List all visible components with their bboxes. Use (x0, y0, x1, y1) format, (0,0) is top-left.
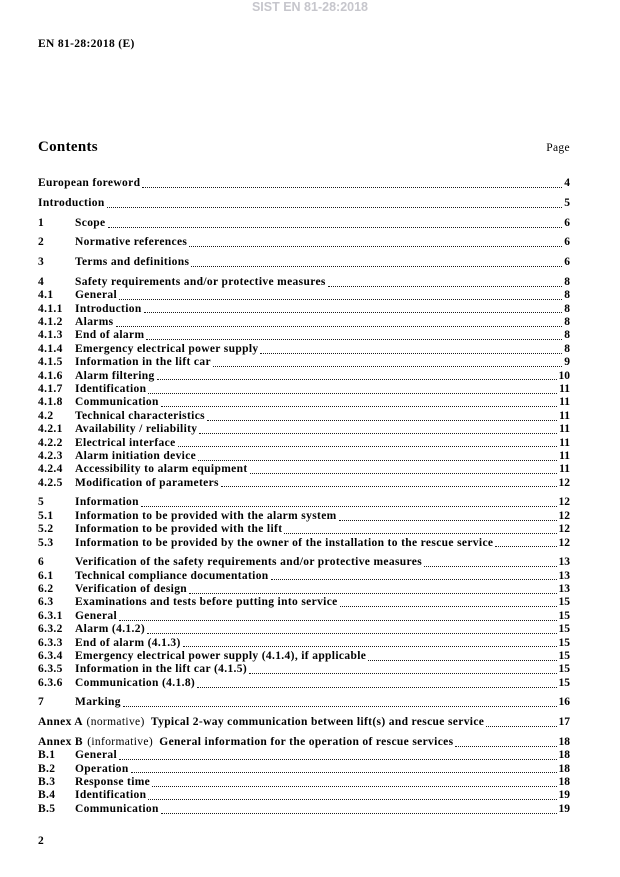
toc-leader-dots (455, 746, 556, 747)
toc-entry-number: 4.2 (38, 409, 54, 422)
toc-entry-page: 15 (558, 609, 570, 622)
toc-entry-number: 6.3 (38, 596, 54, 609)
toc-entry-page: 18 (558, 762, 570, 775)
toc-entry-number: 6.3.5 (38, 663, 63, 676)
toc-entry-page: 10 (558, 369, 570, 382)
contents-heading: Contents (38, 139, 98, 155)
toc-entry-title-group (75, 256, 189, 269)
toc-annex-type: (normative) (86, 716, 145, 729)
toc-entry-page: 9 (564, 356, 570, 369)
toc-entry-title-group (75, 763, 129, 776)
toc-entry-page: 15 (558, 596, 570, 609)
toc-entry-title-group (75, 396, 159, 409)
toc-entry-title: General (75, 749, 118, 762)
toc-entry-number: 3 (38, 256, 45, 269)
toc-entry-title-group (75, 803, 159, 816)
toc-entry-title: Information to be provided with the lift (75, 523, 283, 536)
toc-entry-title: Emergency electrical power supply (75, 342, 259, 355)
toc-entry-title: Alarm filtering (75, 369, 155, 382)
toc-leader-dots (424, 566, 556, 567)
toc-entry-title-group (75, 383, 146, 396)
toc-entry-title: Electrical interface (75, 436, 176, 449)
toc-leader-dots (495, 546, 556, 547)
toc-leader-dots (339, 520, 557, 521)
toc-entry-number: 6.2 (38, 583, 54, 595)
toc-entry-page: 19 (558, 789, 570, 802)
toc-entry-title-group (75, 583, 187, 596)
toc-entry-title: Emergency electrical power supply (4.1.4), if applicable (75, 649, 367, 662)
toc-entry-title-group (75, 496, 139, 509)
toc-entry-4-2 (38, 410, 570, 423)
toc-section (38, 236, 570, 249)
toc-entry-number: 6.3.2 (38, 623, 63, 636)
toc-entry-title: Verification of the safety requirements and/or protective measures (75, 556, 423, 569)
toc-entry-6-1 (38, 570, 570, 583)
toc-leader-dots (144, 312, 563, 313)
toc-entry-page: 8 (564, 275, 570, 288)
toc-entry-number: 7 (38, 696, 45, 709)
toc-leader-dots (249, 673, 556, 674)
document-id-header: EN 81-28:2018 (E) (38, 38, 135, 50)
toc-entry-title: Information in the lift car (4.1.5) (75, 663, 248, 676)
toc-entry-page: 8 (564, 289, 570, 302)
toc-entry-number: 4 (38, 275, 45, 288)
toc-entry-5 (38, 496, 570, 509)
toc-entry-4 (38, 276, 570, 289)
toc-leader-dots (328, 286, 562, 287)
toc-entry-number: 4.2.2 (38, 436, 63, 449)
toc-entry-title-group (75, 749, 117, 762)
toc-entry-b-1 (38, 749, 570, 762)
toc-entry-title-group (75, 316, 114, 329)
toc-entry-page: 11 (559, 423, 570, 436)
toc-entry-4-1-8 (38, 396, 570, 409)
toc-entry-title: Terms and definitions (75, 256, 190, 269)
toc-entry-number: 4.1.3 (38, 329, 63, 342)
toc-entry-page: 8 (564, 329, 570, 342)
toc-leader-dots (284, 533, 556, 534)
toc-leader-dots (221, 486, 557, 487)
toc-entry-title: Marking (75, 696, 121, 709)
toc-entry-title: Technical compliance documentation (75, 569, 269, 582)
toc-entry-title: Information to be provided by the owner of the installation to the rescue service (75, 536, 494, 549)
toc-entry-number: 6.3.3 (38, 636, 63, 649)
toc-entry-number: 4.1.5 (38, 356, 63, 369)
toc-entry-number: 6.3.6 (38, 676, 63, 689)
toc-entry-title-group (75, 776, 150, 789)
toc-leader-dots (260, 353, 562, 354)
toc-entry-title-group (75, 463, 248, 476)
toc-section (38, 556, 570, 690)
toc-leader-dots (146, 339, 562, 340)
toc-entry-title-group (75, 556, 422, 569)
toc-entry-title-group (75, 303, 142, 316)
toc-leader-dots (161, 406, 557, 407)
toc-section (38, 696, 570, 709)
toc-entry-3 (38, 256, 570, 269)
toc-entry-6-3-3 (38, 637, 570, 650)
toc-leader-dots (123, 706, 557, 707)
toc-entry-title-group (75, 450, 196, 463)
toc-entry-title-group (38, 716, 484, 729)
toc-leader-dots (178, 446, 558, 447)
toc-entry-page: 19 (558, 802, 570, 815)
toc-entry-page: 11 (559, 449, 570, 462)
toc-leader-dots (108, 227, 563, 228)
toc-entry-title: Availability / reliability (75, 423, 198, 436)
toc-annex-label: Annex B (38, 735, 83, 748)
toc-entry-title: End of alarm (75, 329, 145, 342)
toc-entry-annex-b (38, 736, 570, 749)
toc-entry-title-group (75, 477, 219, 490)
toc-entry-title-group (75, 677, 195, 690)
toc-entry-number: B.5 (38, 802, 56, 815)
toc-leader-dots (199, 433, 557, 434)
toc-entry-title: Examinations and tests before putting into service (75, 596, 338, 609)
toc-entry-number: 4.1.1 (38, 302, 63, 315)
page-column-label: Page (546, 142, 570, 154)
toc-entry-title: General information for the operation of rescue services (159, 735, 454, 748)
toc-entry-title-group (75, 289, 117, 302)
toc-entry-number: B.3 (38, 775, 56, 788)
toc-entry-title: Communication (75, 396, 159, 409)
toc-entry-number: B.2 (38, 762, 56, 775)
toc-entry-number: 6.3.1 (38, 609, 63, 622)
toc-entry-title-group (75, 437, 176, 450)
toc-entry-page: 15 (558, 649, 570, 662)
toc-section (38, 256, 570, 269)
toc-entry-4-1-5 (38, 356, 570, 369)
toc-entry-title-group (75, 410, 205, 423)
toc-entry-6-3-2 (38, 623, 570, 636)
toc-entry-page: 12 (558, 496, 570, 509)
toc-entry-number: 4.2.4 (38, 463, 63, 476)
toc-entry-page: 6 (564, 216, 570, 229)
toc-entry-4-2-2 (38, 437, 570, 450)
toc-entry-european-foreword (38, 177, 570, 190)
toc-annex-type: (informative) (87, 735, 154, 748)
toc-entry-4-1-4 (38, 343, 570, 356)
toc-entry-4-1 (38, 289, 570, 302)
toc-leader-dots (213, 366, 562, 367)
toc-leader-dots (148, 799, 556, 800)
toc-entry-page: 15 (558, 663, 570, 676)
toc-entry-number: 4.1.7 (38, 382, 63, 395)
toc-entry-page: 6 (564, 236, 570, 249)
toc-entry-number: 4.2.3 (38, 449, 63, 462)
toc-section (38, 496, 570, 550)
toc-entry-6-3-5 (38, 663, 570, 676)
toc-leader-dots (152, 786, 556, 787)
toc-entry-number: 5 (38, 496, 45, 509)
toc-entry-title-group (75, 510, 337, 523)
toc-section (38, 177, 570, 190)
toc-annex-label: Annex A (38, 716, 83, 729)
toc-entry-4-1-2 (38, 316, 570, 329)
toc-entry-title-group (75, 596, 338, 609)
toc-entry-b-2 (38, 763, 570, 776)
toc-entry-title: Operation (75, 762, 129, 775)
toc-entry-page: 13 (558, 569, 570, 582)
toc-leader-dots (157, 379, 557, 380)
toc-entry-page: 18 (558, 749, 570, 762)
toc-section (38, 197, 570, 210)
toc-leader-dots (197, 687, 556, 688)
toc-leader-dots (183, 646, 557, 647)
toc-entry-5-2 (38, 523, 570, 536)
toc-entry-page: 11 (559, 382, 570, 395)
toc-entry-title: Information to be provided with the alarm system (75, 509, 337, 522)
toc-entry-title-group (75, 650, 366, 663)
toc-entry-number: 4.2.1 (38, 423, 63, 436)
toc-entry-6 (38, 556, 570, 569)
toc-entry-page: 16 (558, 696, 570, 709)
toc-entry-page: 17 (558, 716, 570, 729)
toc-entry-4-1-1 (38, 303, 570, 316)
toc-entry-title: Typical 2-way communication between lift(s) and rescue service (150, 716, 485, 729)
toc-entry-number: 4.1.8 (38, 396, 63, 409)
toc-entry-number: 2 (38, 236, 45, 249)
toc-entry-title-group (75, 663, 247, 676)
toc-leader-dots (207, 420, 557, 421)
toc-entry-4-1-3 (38, 329, 570, 342)
toc-entry-page: 15 (558, 623, 570, 636)
toc-entry-page: 11 (559, 396, 570, 409)
toc-entry-number: B.1 (38, 749, 56, 762)
toc-entry-page: 15 (558, 636, 570, 649)
toc-entry-title: Normative references (75, 236, 188, 249)
toc-leader-dots (141, 506, 557, 507)
toc-entry-title: Scope (75, 216, 106, 229)
toc-leader-dots (486, 726, 556, 727)
toc-entry-title-group (75, 637, 181, 650)
toc-entry-number: 5.2 (38, 523, 54, 536)
toc-entry-title: General (75, 289, 118, 302)
toc-leader-dots (340, 606, 557, 607)
toc-entry-number: 1 (38, 216, 45, 229)
toc-entry-page: 13 (558, 556, 570, 569)
toc-leader-dots (189, 246, 562, 247)
toc-entry-6-2 (38, 583, 570, 596)
toc-entry-title: Alarms (75, 315, 114, 328)
toc-entry-page: 12 (558, 509, 570, 522)
table-of-contents (38, 177, 570, 816)
toc-leader-dots (148, 393, 557, 394)
toc-entry-title: Technical characteristics (75, 409, 206, 422)
toc-entry-title-group (75, 236, 187, 249)
toc-entry-title-group (75, 789, 146, 802)
toc-section (38, 716, 570, 729)
toc-entry-title: Information in the lift car (75, 356, 211, 369)
toc-entry-page: 8 (564, 342, 570, 355)
toc-entry-page: 12 (558, 476, 570, 489)
toc-entry-title-group (75, 570, 269, 583)
toc-entry-title: Modification of parameters (75, 476, 219, 489)
toc-entry-title: European foreword (38, 177, 141, 190)
toc-entry-number: 6.3.4 (38, 649, 63, 662)
toc-entry-title-group (38, 197, 105, 210)
toc-entry-title: Accessibility to alarm equipment (75, 463, 248, 476)
toc-entry-title: Introduction (75, 302, 142, 315)
toc-entry-number: 4.1.6 (38, 369, 63, 382)
toc-entry-title-group (75, 276, 326, 289)
toc-leader-dots (161, 813, 557, 814)
toc-entry-page: 4 (564, 177, 570, 190)
toc-entry-title-group (38, 736, 453, 749)
toc-section (38, 217, 570, 230)
toc-entry-number: 5.1 (38, 509, 54, 522)
toc-leader-dots (119, 759, 556, 760)
toc-entry-number: 4.2.5 (38, 476, 63, 489)
toc-entry-page: 13 (558, 583, 570, 595)
toc-entry-2 (38, 236, 570, 249)
toc-entry-title-group (75, 343, 258, 356)
toc-entry-title: Communication (75, 802, 159, 815)
toc-leader-dots (107, 207, 563, 208)
toc-entry-title: Safety requirements and/or protective measures (75, 275, 326, 288)
toc-entry-6-3-6 (38, 677, 570, 690)
toc-entry-title-group (75, 623, 145, 636)
toc-leader-dots (119, 620, 556, 621)
toc-entry-title-group (75, 537, 493, 550)
watermark: SIST EN 81-28:2018 (251, 0, 369, 14)
toc-entry-title: Alarm initiation device (75, 449, 197, 462)
toc-entry-5-1 (38, 510, 570, 523)
toc-entry-title: Information (75, 496, 139, 509)
toc-entry-b-5 (38, 803, 570, 816)
toc-entry-title: End of alarm (4.1.3) (75, 636, 181, 649)
toc-entry-title-group (75, 370, 155, 383)
toc-entry-page: 15 (558, 676, 570, 689)
toc-section (38, 276, 570, 490)
toc-entry-title-group (75, 329, 144, 342)
toc-entry-title: Introduction (38, 197, 105, 210)
toc-entry-6-3-1 (38, 610, 570, 623)
toc-entry-introduction (38, 197, 570, 210)
toc-entry-1 (38, 217, 570, 230)
toc-leader-dots (131, 772, 557, 773)
toc-leader-dots (116, 326, 563, 327)
toc-entry-title: Response time (75, 775, 151, 788)
toc-entry-title: Alarm (4.1.2) (75, 623, 146, 636)
toc-entry-number: B.4 (38, 789, 56, 802)
toc-entry-title-group (75, 523, 282, 536)
toc-leader-dots (191, 266, 562, 267)
toc-entry-b-3 (38, 776, 570, 789)
toc-entry-title-group (75, 423, 197, 436)
toc-entry-4-2-5 (38, 477, 570, 490)
toc-entry-title-group (38, 177, 140, 190)
toc-entry-number: 6 (38, 556, 45, 569)
toc-leader-dots (189, 593, 556, 594)
toc-leader-dots (119, 299, 562, 300)
toc-entry-4-2-4 (38, 463, 570, 476)
toc-entry-number: 4.1.2 (38, 315, 63, 328)
toc-entry-6-3 (38, 596, 570, 609)
toc-entry-page: 8 (564, 315, 570, 328)
toc-entry-page: 11 (559, 436, 570, 449)
toc-entry-title: Identification (75, 382, 147, 395)
toc-entry-7 (38, 696, 570, 709)
toc-entry-number: 4.1 (38, 289, 54, 302)
toc-leader-dots (142, 187, 562, 188)
toc-entry-title: Verification of design (75, 583, 188, 595)
page-number: 2 (38, 835, 44, 847)
toc-leader-dots (147, 633, 556, 634)
toc-entry-page: 11 (559, 463, 570, 476)
toc-leader-dots (271, 579, 557, 580)
toc-entry-5-3 (38, 537, 570, 550)
toc-entry-page: 18 (558, 775, 570, 788)
toc-entry-page: 12 (558, 536, 570, 549)
toc-section (38, 736, 570, 816)
toc-entry-page: 5 (564, 197, 570, 210)
toc-entry-title: General (75, 609, 118, 622)
toc-entry-page: 8 (564, 302, 570, 315)
toc-entry-6-3-4 (38, 650, 570, 663)
toc-entry-annex-a (38, 716, 570, 729)
toc-entry-4-1-6 (38, 370, 570, 383)
toc-entry-title-group (75, 610, 117, 623)
toc-entry-title-group (75, 696, 121, 709)
toc-entry-4-2-1 (38, 423, 570, 436)
toc-entry-page: 18 (558, 735, 570, 748)
toc-entry-page: 6 (564, 256, 570, 269)
toc-entry-number: 6.1 (38, 569, 54, 582)
toc-entry-title-group (75, 356, 211, 369)
toc-entry-page: 11 (559, 409, 570, 422)
toc-entry-page: 12 (558, 523, 570, 536)
toc-entry-b-4 (38, 789, 570, 802)
toc-leader-dots (368, 660, 556, 661)
toc-leader-dots (250, 473, 558, 474)
toc-entry-title: Communication (4.1.8) (75, 676, 196, 689)
toc-entry-number: 5.3 (38, 536, 54, 549)
toc-entry-4-1-7 (38, 383, 570, 396)
toc-entry-4-2-3 (38, 450, 570, 463)
toc-entry-title-group (75, 217, 106, 230)
toc-entry-number: 4.1.4 (38, 342, 63, 355)
toc-entry-title: Identification (75, 789, 147, 802)
toc-leader-dots (198, 460, 557, 461)
